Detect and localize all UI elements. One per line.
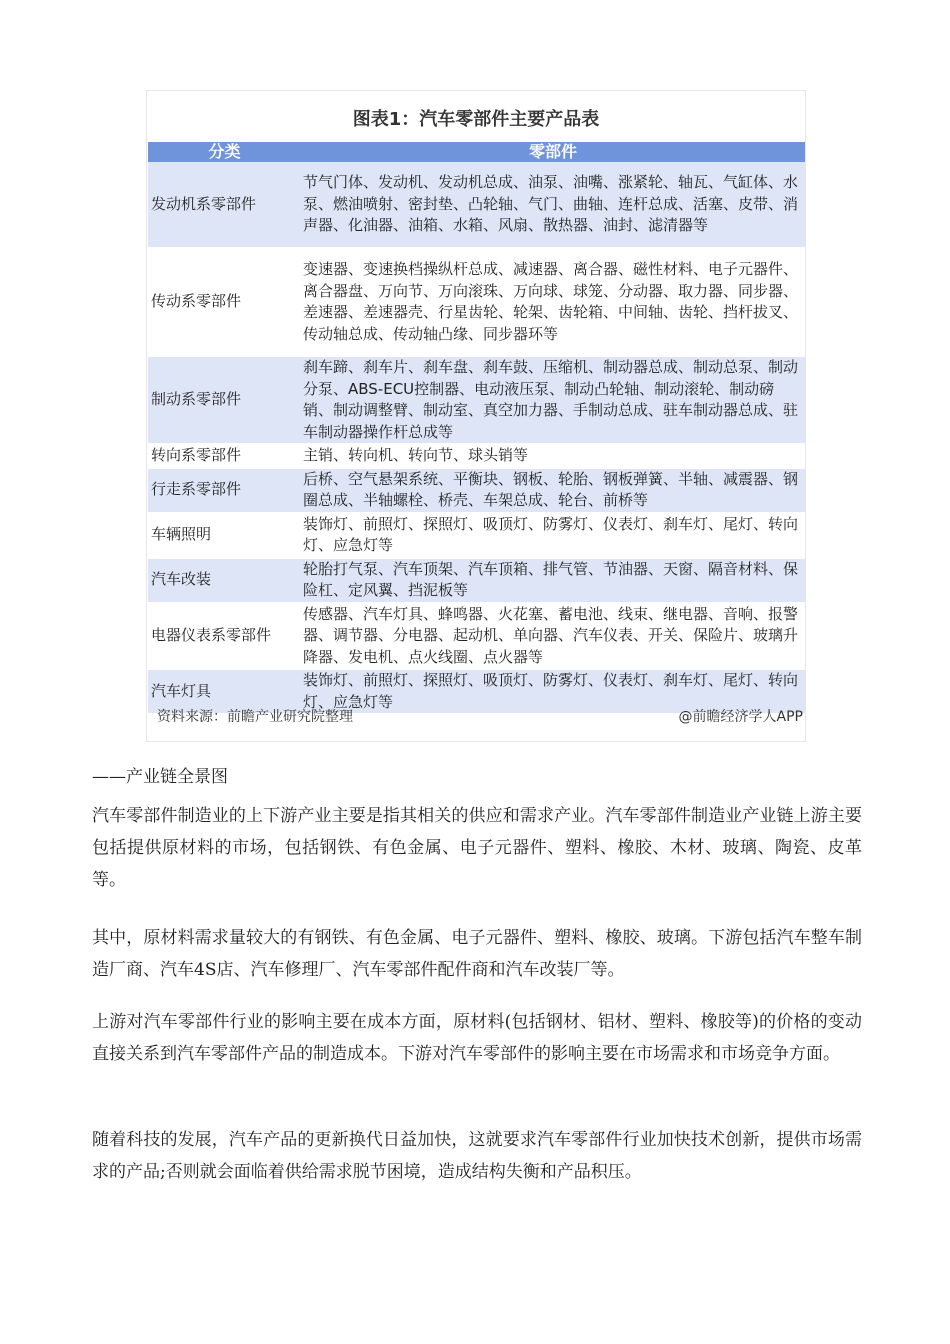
table-row xyxy=(148,558,805,603)
table-row xyxy=(148,248,805,356)
parts-table xyxy=(148,142,805,715)
row-category: 电器仪表系零部件 xyxy=(148,603,301,670)
row-parts: 装饰灯、前照灯、探照灯、吸顶灯、防雾灯、仪表灯、刹车灯、尾灯、转向灯、应急灯等 xyxy=(301,669,805,714)
table-row xyxy=(148,444,805,468)
row-category: 汽车改装 xyxy=(148,558,301,603)
row-parts: 后桥、空气悬架系统、平衡块、钢板、轮胎、钢板弹簧、半轴、减震器、钢圈总成、半轴螺栓、桥壳、车架总成、轮台、前桥等 xyxy=(301,468,805,513)
row-parts: 主销、转向机、转向节、球头销等 xyxy=(301,444,805,468)
row-category: 制动系零部件 xyxy=(148,356,301,444)
table-row xyxy=(148,356,805,444)
row-parts: 刹车蹄、刹车片、刹车盘、刹车鼓、压缩机、制动器总成、制动总泵、制动分泵、ABS-ECU控制器、电动液压泵、制动凸轮轴、制动滚轮、制动磅销、制动调整臂、制动室、真空加力器、手制动总成、驻车制动器总成、驻车制动器操作杆总成等 xyxy=(301,356,805,444)
table-row xyxy=(148,468,805,513)
row-parts: 节气门体、发动机、发动机总成、油泵、油嘴、涨紧轮、轴瓦、气缸体、水泵、燃油喷射、密封垫、凸轮轴、气门、曲轴、连杆总成、活塞、皮带、消声器、化油器、油箱、水箱、风扇、散热器、油封、滤清器等 xyxy=(301,162,805,248)
row-parts: 装饰灯、前照灯、探照灯、吸顶灯、防雾灯、仪表灯、刹车灯、尾灯、转向灯、应急灯等 xyxy=(301,513,805,558)
table-header-row xyxy=(148,142,805,162)
paragraph: 上游对汽车零部件行业的影响主要在成本方面，原材料(包括钢材、铝材、塑料、橡胶等)的价格的变动直接关系到汽车零部件产品的制造成本。下游对汽车零部件的影响主要在市场需求和市场竞争方面。 xyxy=(92,1012,862,1064)
source-note: 资料来源：前瞻产业研究院整理 xyxy=(157,709,353,725)
paragraph: 汽车零部件制造业的上下游产业主要是指其相关的供应和需求产业。汽车零部件制造业产业链上游主要包括提供原材料的市场，包括钢铁、有色金属、电子元器件、塑料、橡胶、木材、玻璃、陶瓷、皮革等。 xyxy=(92,806,862,890)
row-category: 汽车灯具 xyxy=(148,669,301,714)
header-parts: 零部件 xyxy=(301,142,805,162)
figure-title: 图表1：汽车零部件主要产品表 xyxy=(352,109,600,130)
header-category: 分类 xyxy=(148,142,301,162)
row-category: 发动机系零部件 xyxy=(148,162,301,248)
brand-watermark: @前瞻经济学人APP xyxy=(678,709,803,725)
figure-caption: ——产业链全景图 xyxy=(92,767,228,787)
row-category: 转向系零部件 xyxy=(148,444,301,468)
row-parts: 轮胎打气泵、汽车顶架、汽车顶箱、排气管、节油器、天窗、隔音材料、保险杠、定风翼、挡泥板等 xyxy=(301,558,805,603)
table-row xyxy=(148,603,805,670)
row-parts: 传感器、汽车灯具、蜂鸣器、火花塞、蓄电池、线束、继电器、音响、报警器、调节器、分电器、起动机、单向器、汽车仪表、开关、保险片、玻璃升降器、发电机、点火线圈、点火器等 xyxy=(301,603,805,670)
paragraph: 其中，原材料需求量较大的有钢铁、有色金属、电子元器件、塑料、橡胶、玻璃。下游包括汽车整车制造厂商、汽车4S店、汽车修理厂、汽车零部件配件商和汽车改装厂等。 xyxy=(92,928,862,980)
row-parts: 变速器、变速换档操纵杆总成、减速器、离合器、磁性材料、电子元器件、离合器盘、万向节、万向滚珠、万向球、球笼、分动器、取力器、同步器、差速器、差速器壳、行星齿轮、轮架、齿轮箱、中间轴、齿轮、挡杆拔叉、传动轴总成、传动轴凸缘、同步器环等 xyxy=(301,248,805,356)
row-category: 车辆照明 xyxy=(148,513,301,558)
paragraph: 随着科技的发展，汽车产品的更新换代日益加快，这就要求汽车零部件行业加快技术创新，提供市场需求的产品;否则就会面临着供给需求脱节困境，造成结构失衡和产品积压。 xyxy=(92,1130,862,1182)
product-table-figure xyxy=(146,90,806,742)
table-row xyxy=(148,162,805,248)
row-category: 行走系零部件 xyxy=(148,468,301,513)
table-row xyxy=(148,513,805,558)
row-category: 传动系零部件 xyxy=(148,248,301,356)
